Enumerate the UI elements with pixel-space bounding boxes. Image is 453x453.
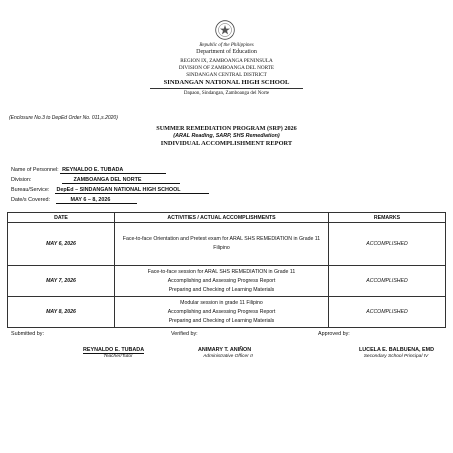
division-field <box>11 177 180 184</box>
dates-value: MAY 6 – 8, 2026 <box>56 197 137 204</box>
personnel-label: Name of Personnel: <box>11 167 59 173</box>
table-header-row <box>8 213 446 223</box>
row-activities <box>115 297 329 328</box>
division-line: DIVISION OF ZAMBOANGA DEL NORTE <box>178 65 275 71</box>
school-address: Dapaon, Sindangan, Zamboanga del Norte <box>183 91 270 96</box>
row-remarks: ACCOMPLISHED <box>329 223 446 266</box>
region-line: REGION IX, ZAMBOANGA PENINSULA <box>180 58 273 64</box>
approved-role: Secondary School Principal IV <box>363 354 429 359</box>
row-date: MAY 8, 2026 <box>8 297 115 328</box>
report-subtitle: (ARAL Reading, SARP, SHS Remediation) <box>173 133 280 139</box>
submitted-name-text: REYNALDO E. TUBADA <box>83 347 145 353</box>
bureau-field <box>11 187 209 194</box>
enclosure-note: (Enclosure No.3 to DepEd Order No. 011,s.2020) <box>9 115 118 121</box>
row-activities <box>115 266 329 297</box>
row-remarks: ACCOMPLISHED <box>329 266 446 297</box>
report-heading: INDIVIDUAL ACCOMPLISHMENT REPORT <box>160 140 293 147</box>
activity-line: Modular session in grade 11 Filipino <box>180 299 263 306</box>
division-label: Division: <box>11 177 32 183</box>
verified-by-label: Verified by: <box>171 331 198 337</box>
row-activities <box>115 223 329 266</box>
table-row <box>8 297 446 328</box>
accomplishment-table <box>7 212 446 328</box>
department-line: Department of Education <box>196 49 257 55</box>
activities-column-header: ACTIVITIES / ACTUAL ACCOMPLISHMENTS <box>115 213 329 223</box>
activity-line: Accomplishing and Assessing Progress Report <box>167 308 276 315</box>
activity-line: Preparing and Checking of Learning Materials <box>168 286 275 293</box>
header-divider <box>150 88 303 89</box>
bureau-label: Bureau/Service: <box>11 187 50 193</box>
republic-line: Republic of the Philippines <box>199 43 254 48</box>
division-value: ZAMBOANGA DEL NORTE <box>62 177 180 184</box>
remarks-column-header: REMARKS <box>329 213 446 223</box>
verified-role: Administrative Officer II <box>203 354 253 359</box>
activity-line: Filipino <box>213 245 230 251</box>
submitted-role: Teacher/Tutor <box>103 354 133 359</box>
row-date: MAY 6, 2026 <box>8 223 115 266</box>
submitted-name: REYNALDO E. TUBADA​ <box>83 347 151 353</box>
personnel-field <box>11 167 166 174</box>
row-remarks: ACCOMPLISHED <box>329 297 446 328</box>
dates-label: Date/s Covered: <box>11 197 50 203</box>
table-row <box>8 266 446 297</box>
activity-line: Accomplishing and Assessing Progress Report <box>167 277 276 284</box>
school-name: SINDANGAN NATIONAL HIGH SCHOOL <box>163 79 290 86</box>
bureau-value: DepEd – SINDANGAN NATIONAL HIGH SCHOOL <box>55 187 209 194</box>
verified-name: ANIMARY T. ANIÑON <box>198 347 252 353</box>
dates-field <box>11 197 137 204</box>
approved-by-label: Approved by: <box>318 331 350 337</box>
report-title: SUMMER REMEDIATION PROGRAM (SRP) 2026 <box>156 125 297 132</box>
date-column-header: DATE <box>8 213 115 223</box>
row-date: MAY 7, 2026 <box>8 266 115 297</box>
approved-name: LUCELA E. BALBUENA, EMD <box>359 347 434 353</box>
activity-line: Face-to-face Orientation and Pretest exam for ARAL SHS REMEDIATION in Grade 11 <box>122 236 321 242</box>
submitted-by-label: Submitted by: <box>11 331 44 337</box>
activity-line: Preparing and Checking of Learning Materials <box>168 317 275 324</box>
deped-seal-icon <box>215 20 235 40</box>
personnel-value: REYNALDO E. TUBADA <box>60 167 166 174</box>
district-line: SINDANGAN CENTRAL DISTRICT <box>186 72 267 78</box>
activity-line: Face-to-face session for ARAL SHS REMEDIATION in Grade 11 <box>147 268 296 275</box>
table-row <box>8 223 446 266</box>
